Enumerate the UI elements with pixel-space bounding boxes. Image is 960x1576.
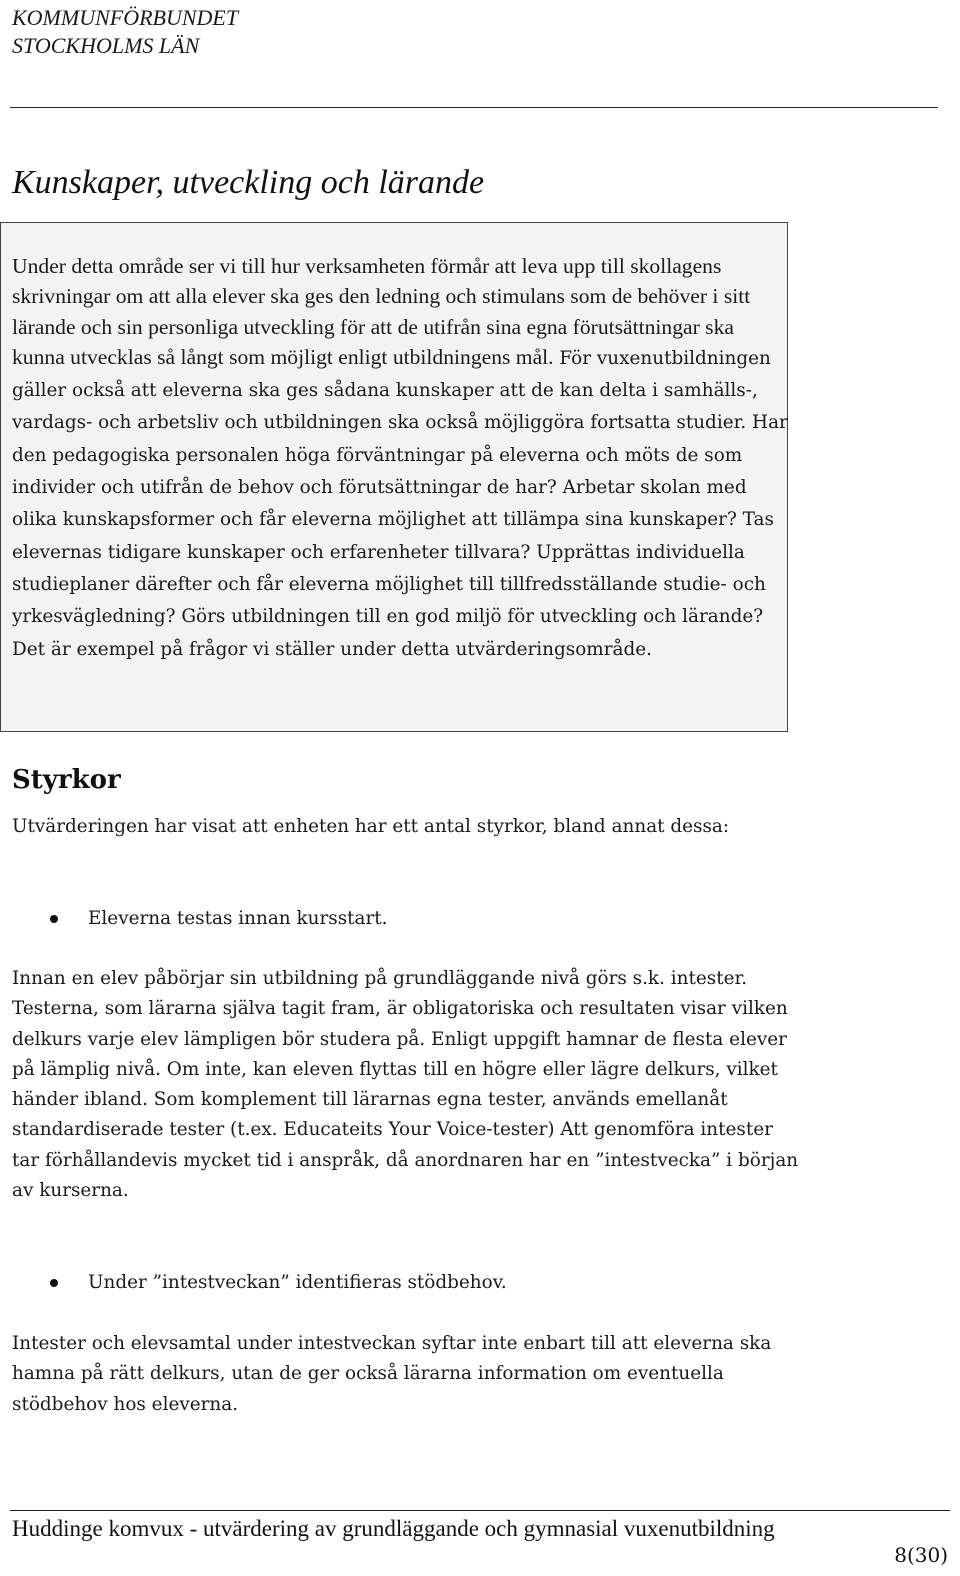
bullet-text-1: Eleverna testas innan kursstart.: [88, 908, 388, 929]
bullet-icon: [50, 915, 58, 923]
paragraph-intester: Innan en elev påbörjar sin utbildning på grundläggande nivå görs s.k. intester. Testerna, som lärarna själva tagit fram, är obligatoriska och resultaten visar vilken delkurs varje elev lämpligen bör studera på. Enligt uppgift hamnar de flesta elever på lämplig nivå. Om inte, kan eleven flyttas till en högre eller lägre delkurs, vilket händer ibland. Som komplement till lärarnas egna tester, används emellanåt standardiserade tester (t.ex. Educateits Your Voice-tester) Att genomföra intester tar förhållandevis mycket tid i anspråk, då anordnaren har en ”intestvecka” i början av kurserna.: [12, 968, 799, 1202]
paragraph-elevsamtal: Intester och elevsamtal under intestveckan syftar inte enbart till att eleverna ska hamna på rätt delkurs, utan de ger också lärarna information om eventuella stödbehov hos eleverna.: [12, 1333, 772, 1415]
bullet-icon: [50, 1279, 58, 1287]
intro-text-part-1: Under detta område ser vi till hur verksamheten förmår att leva upp till skollagens skrivningar om att alla elever ska ges den ledning och stimulans som de behöver i sitt lärande och sin personliga utveckling för att de utifrån sina egna förutsättningar ska kunna utvecklas så långt som möjligt enligt utbildningens mål.: [12, 254, 751, 369]
organization-name: [12, 4, 238, 60]
page-title: Kunskaper, utveckling och lärande: [12, 164, 485, 201]
organization-line-1: KOMMUNFÖRBUNDET: [12, 5, 239, 30]
header-divider: [10, 107, 938, 108]
footer-text: Huddinge komvux - utvärdering av grundläggande och gymnasial vuxenutbildning: [12, 1516, 775, 1541]
section-heading-strengths: Styrkor: [12, 765, 121, 795]
footer-divider: [10, 1510, 950, 1511]
intro-text: [12, 251, 788, 665]
organization-line-2: STOCKHOLMS LÄN: [12, 33, 200, 58]
page-number: 8(30): [894, 1543, 948, 1567]
bullet-text-2: Under ”intestveckan” identifieras stödbehov.: [88, 1272, 507, 1293]
strengths-lead: Utvärderingen har visat att enheten har ett antal styrkor, bland annat dessa:: [12, 816, 730, 837]
intro-text-part-2: För vuxenutbildningen gäller också att eleverna ska ges sådana kunskaper att de kan delta i samhälls-, vardags- och arbetsliv och utbildningen ska också möjliggöra fortsatta studier. Har den pedagogiska personalen höga förväntningar på eleverna och möts de som individer och utifrån de behov och förutsättningar de har? Arbetar skolan med olika kunskapsformer och får eleverna möjlighet att tillämpa sina kunskaper? Tas elevernas tidigare kunskaper och erfarenheter tillvara? Upprättas individuella studieplaner därefter och får eleverna möjlighet till tillfredsställande studie- och yrkesvägledning? Görs utbildningen till en god miljö för utveckling och lärande? Det är exempel på frågor vi ställer under detta utvärderingsområde.: [12, 347, 788, 660]
